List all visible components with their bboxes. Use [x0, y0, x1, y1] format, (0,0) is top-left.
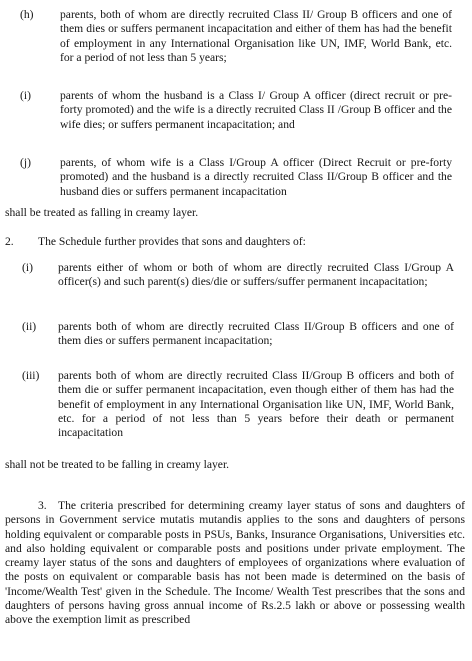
list-item: [20, 89, 452, 134]
item-label: (iii): [22, 369, 40, 382]
item-label: (j): [20, 156, 31, 169]
item-label: (ii): [22, 320, 37, 333]
item-text: parents, both of whom are directly recruited Class II/ Group B officers and one of them dies or suffers permanent incapacitation and either of them has had the benefit of employment in any International Organisation like UN, IMF, World Bank, etc. for a period of not less than 5 years;: [60, 8, 452, 64]
item-label: (i): [22, 261, 33, 274]
list-item: [22, 261, 454, 306]
item-text: parents both of whom are directly recruited Class II/Group B officers and both of them die or suffer permanent incapacitation, even though either of them has had the benefit of employment in any International Organisation like UN, IMF, World Bank, etc. for a period of not less than 5 years before their death or permanent incapacitation: [58, 369, 454, 440]
list-item: [22, 320, 454, 352]
list-item: [20, 8, 452, 68]
treated-as-creamy-line: shall be treated as falling in creamy layer.: [5, 206, 199, 219]
list-item: [22, 369, 454, 444]
paragraph-number: 2.: [5, 235, 14, 248]
paragraph-body: The criteria prescribed for determining creamy layer status of sons and daughters of persons in Government service mutatis mutandis applies to the sons and daughters of persons holding equivalent or comparable posts in PSUs, Banks, Insurance Organisations, Universities etc. and also holding equivalent or comparable posts and positions under private employment. The creamy layer status of the sons and daughters of employees of organizations where evaluation of the posts on equivalent or comparable basis has not been made is determined on the basis of 'Income/Wealth Test' given in the Schedule. The Income/ Wealth Test prescribes that the sons and daughters of persons having gross annual income of Rs.2.5 lakh or above or possessing wealth above the exemption limit as prescribed: [5, 499, 465, 627]
paragraph-2: [5, 235, 455, 251]
item-text: parents both of whom are directly recruited Class II/Group B officers and one of them dies or suffers permanent incapacitation;: [58, 320, 454, 348]
item-text: parents of whom the husband is a Class I/ Group A officer (direct recruit or pre-forty promoted) and the wife is a directly recruited Class II /Group B officer and the wife dies; or suffers permanent incapacitation; and: [60, 89, 452, 131]
paragraph-3: [5, 499, 465, 659]
paragraph-number: 3.: [38, 499, 47, 512]
paragraph-text: [5, 499, 465, 628]
list-item: [20, 156, 452, 201]
not-treated-as-creamy-line: shall not be treated to be falling in creamy layer.: [5, 458, 230, 471]
paragraph-text: The Schedule further provides that sons and daughters of:: [38, 235, 306, 248]
item-label: (h): [20, 8, 34, 21]
item-label: (i): [20, 89, 31, 102]
item-text: parents either of whom or both of whom are directly recruited Class I/Group A officer(s) and such parent(s) dies/die or suffers/suffer permanent incapacitation;: [58, 261, 454, 289]
item-text: parents, of whom wife is a Class I/Group A officer (Direct Recruit or pre-forty promoted) and the husband is a directly recruited Class II/Group B officer and the husband dies or suffers permanent incapacitation: [60, 156, 452, 198]
